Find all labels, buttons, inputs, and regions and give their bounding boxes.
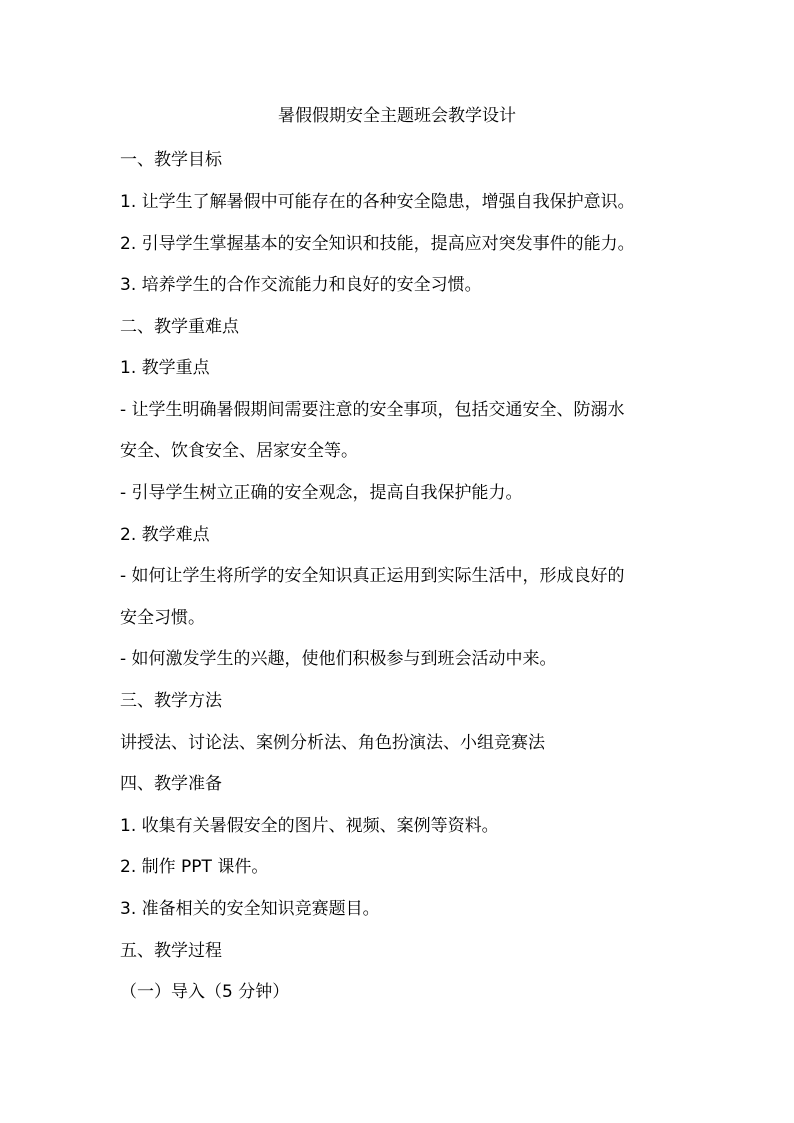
key-point-item-2: - 引导学生树立正确的安全观念，提高自我保护能力。 [120, 483, 523, 503]
key-point-item-1-line-1: - 让学生明确暑假期间需要注意的安全事项，包括交通安全、防溺水 [120, 400, 625, 420]
difficulty-item-1-line-1: - 如何让学生将所学的安全知识真正运用到实际生活中，形成良好的 [120, 566, 625, 586]
section-heading-process: 五、教学过程 [120, 941, 222, 961]
section-heading-key-points: 二、教学重难点 [120, 317, 239, 337]
process-subheading-intro: （一）导入（5 分钟） [120, 982, 290, 1002]
key-point-item-1-line-2: 安全、饮食安全、居家安全等。 [120, 441, 358, 461]
section-heading-preparation: 四、教学准备 [120, 774, 222, 794]
preparation-item-1: 1. 收集有关暑假安全的图片、视频、案例等资料。 [120, 816, 499, 836]
preparation-item-2: 2. 制作 PPT 课件。 [120, 857, 269, 877]
subheading-difficulty: 2. 教学难点 [120, 525, 210, 545]
preparation-item-3: 3. 准备相关的安全知识竞赛题目。 [120, 899, 380, 919]
objective-item-1: 1. 让学生了解暑假中可能存在的各种安全隐患，增强自我保护意识。 [120, 192, 635, 212]
objective-item-3: 3. 培养学生的合作交流能力和良好的安全习惯。 [120, 275, 482, 295]
section-heading-methods: 三、教学方法 [120, 691, 222, 711]
section-heading-objectives: 一、教学目标 [120, 150, 222, 170]
methods-text: 讲授法、讨论法、案例分析法、角色扮演法、小组竞赛法 [120, 733, 545, 753]
subheading-key-point: 1. 教学重点 [120, 358, 210, 378]
document-title: 暑假假期安全主题班会教学设计 [278, 106, 516, 126]
difficulty-item-1-line-2: 安全习惯。 [120, 608, 205, 628]
objective-item-2: 2. 引导学生掌握基本的安全知识和技能，提高应对突发事件的能力。 [120, 234, 635, 254]
difficulty-item-2: - 如何激发学生的兴趣，使他们积极参与到班会活动中来。 [120, 649, 557, 669]
